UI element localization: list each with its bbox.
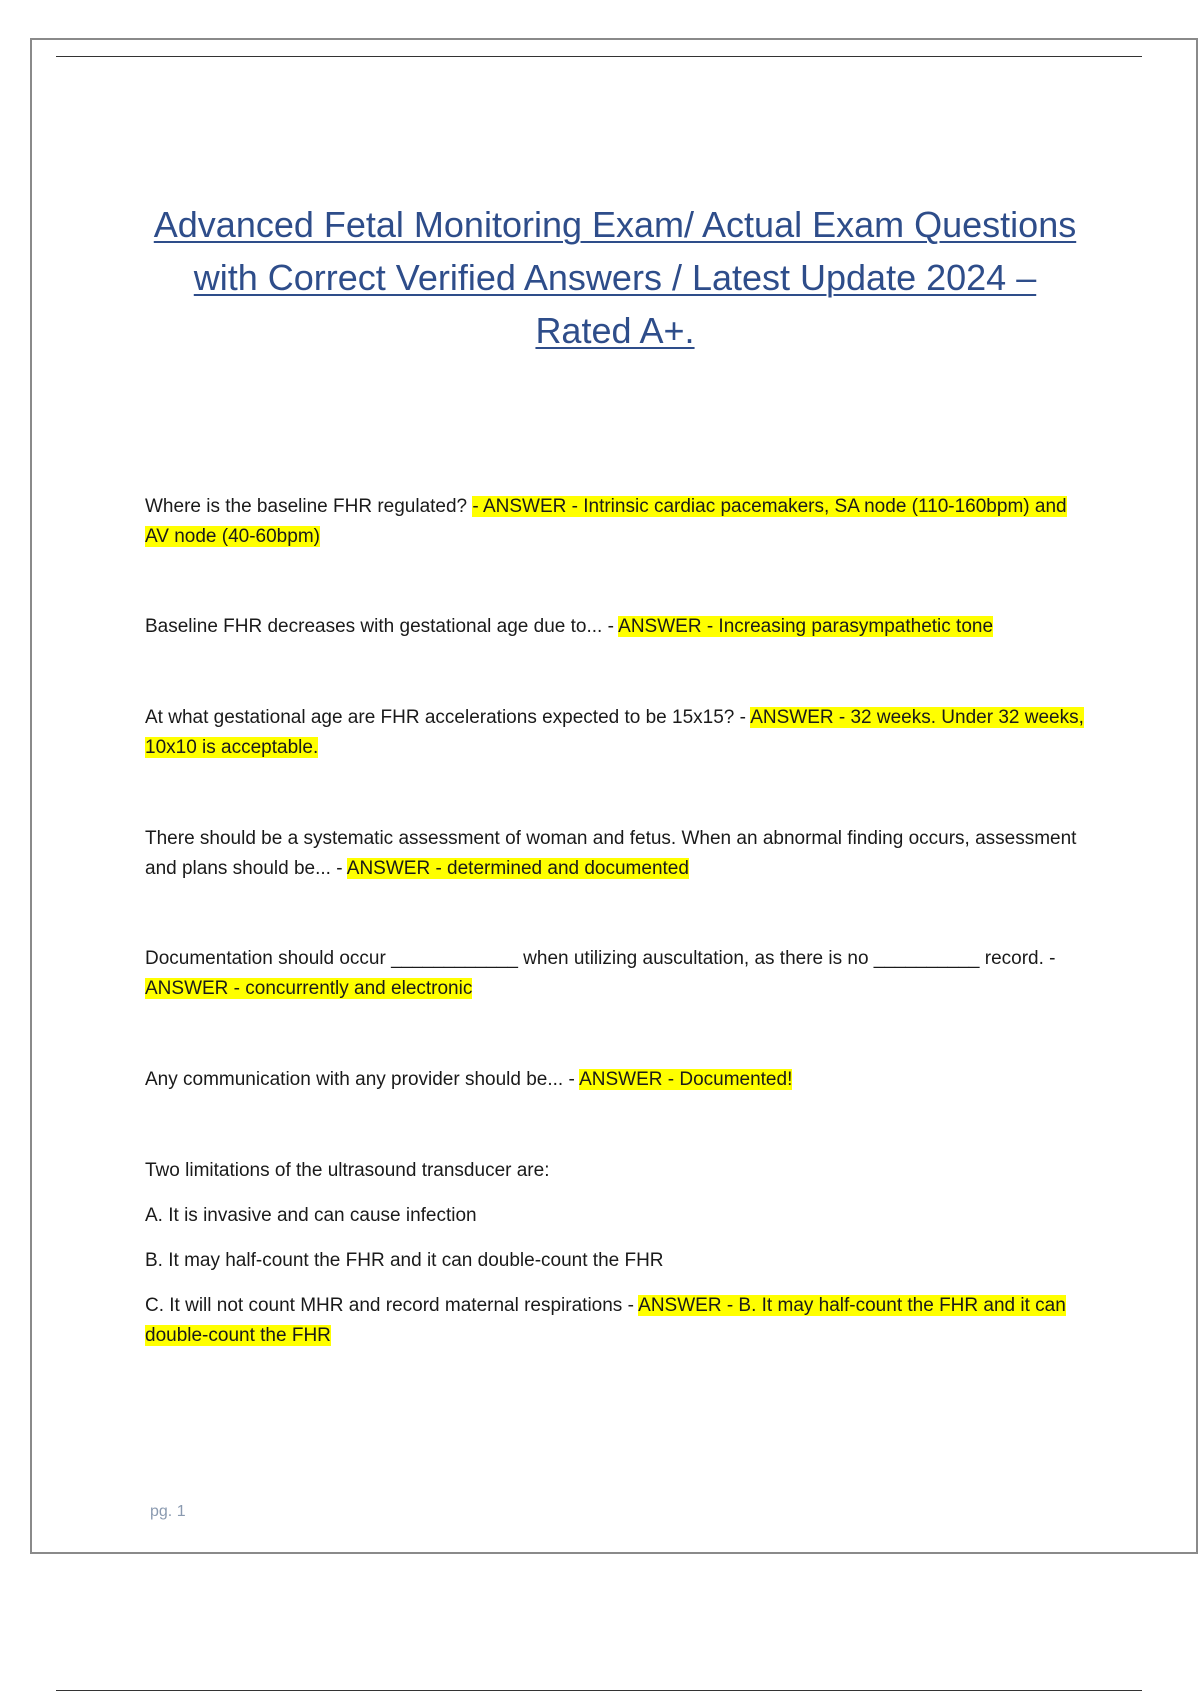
title-line-2: with Correct Verified Answers / Latest Update 2024 –	[193, 257, 1037, 298]
question-text: Any communication with any provider should be... -	[145, 1069, 580, 1090]
document-title	[110, 198, 1120, 357]
qa-item-6	[145, 1065, 1090, 1095]
qa-item-1	[145, 492, 1090, 552]
answer-highlight: ANSWER - 32 weeks. Under 32 weeks, 10x10 is acceptable.	[145, 707, 1084, 758]
answer-highlight: ANSWER - B. It may half-count the FHR and it can double-count the FHR	[145, 1295, 1066, 1346]
page-number: pg. 1	[150, 1503, 186, 1520]
bottom-rule	[56, 1690, 1142, 1691]
answer-highlight: ANSWER - Documented!	[579, 1069, 793, 1090]
question-text: At what gestational age are FHR accelerations expected to be 15x15? -	[145, 707, 751, 728]
option-a: A. It is invasive and can cause infection	[145, 1205, 477, 1226]
top-rule	[56, 56, 1142, 57]
option-c	[145, 1291, 1090, 1351]
title-line-3: Rated A+.	[535, 310, 695, 351]
answer-highlight: ANSWER - concurrently and electronic	[145, 978, 473, 999]
answer-highlight: ANSWER - determined and documented	[346, 858, 689, 879]
qa-item-5	[145, 944, 1090, 1004]
question-text: Where is the baseline FHR regulated?	[145, 496, 473, 517]
option-c-text: C. It will not count MHR and record maternal respirations -	[145, 1295, 639, 1316]
option-b: B. It may half-count the FHR and it can double-count the FHR	[145, 1250, 664, 1271]
title-line-1: Advanced Fetal Monitoring Exam/ Actual Exam Questions	[153, 204, 1077, 245]
answer-highlight: - ANSWER - Intrinsic cardiac pacemakers, SA node (110-160bpm) and AV node (40-60bpm)	[145, 496, 1067, 547]
answer-highlight: ANSWER - Increasing parasympathetic tone	[618, 616, 994, 637]
question-text: Baseline FHR decreases with gestational age due to... -	[145, 616, 619, 637]
qa-item-4	[145, 824, 1090, 884]
qa-item-3	[145, 703, 1090, 763]
qa-item-2	[145, 612, 1090, 642]
question-text: There should be a systematic assessment of woman and fetus. When an abnormal finding occurs, assessment and plans should be... -	[145, 828, 1077, 879]
question-text: Documentation should occur ____________ when utilizing auscultation, as there is no __________ record. -	[145, 948, 1056, 969]
multi-question: Two limitations of the ultrasound transducer are:	[145, 1160, 550, 1181]
